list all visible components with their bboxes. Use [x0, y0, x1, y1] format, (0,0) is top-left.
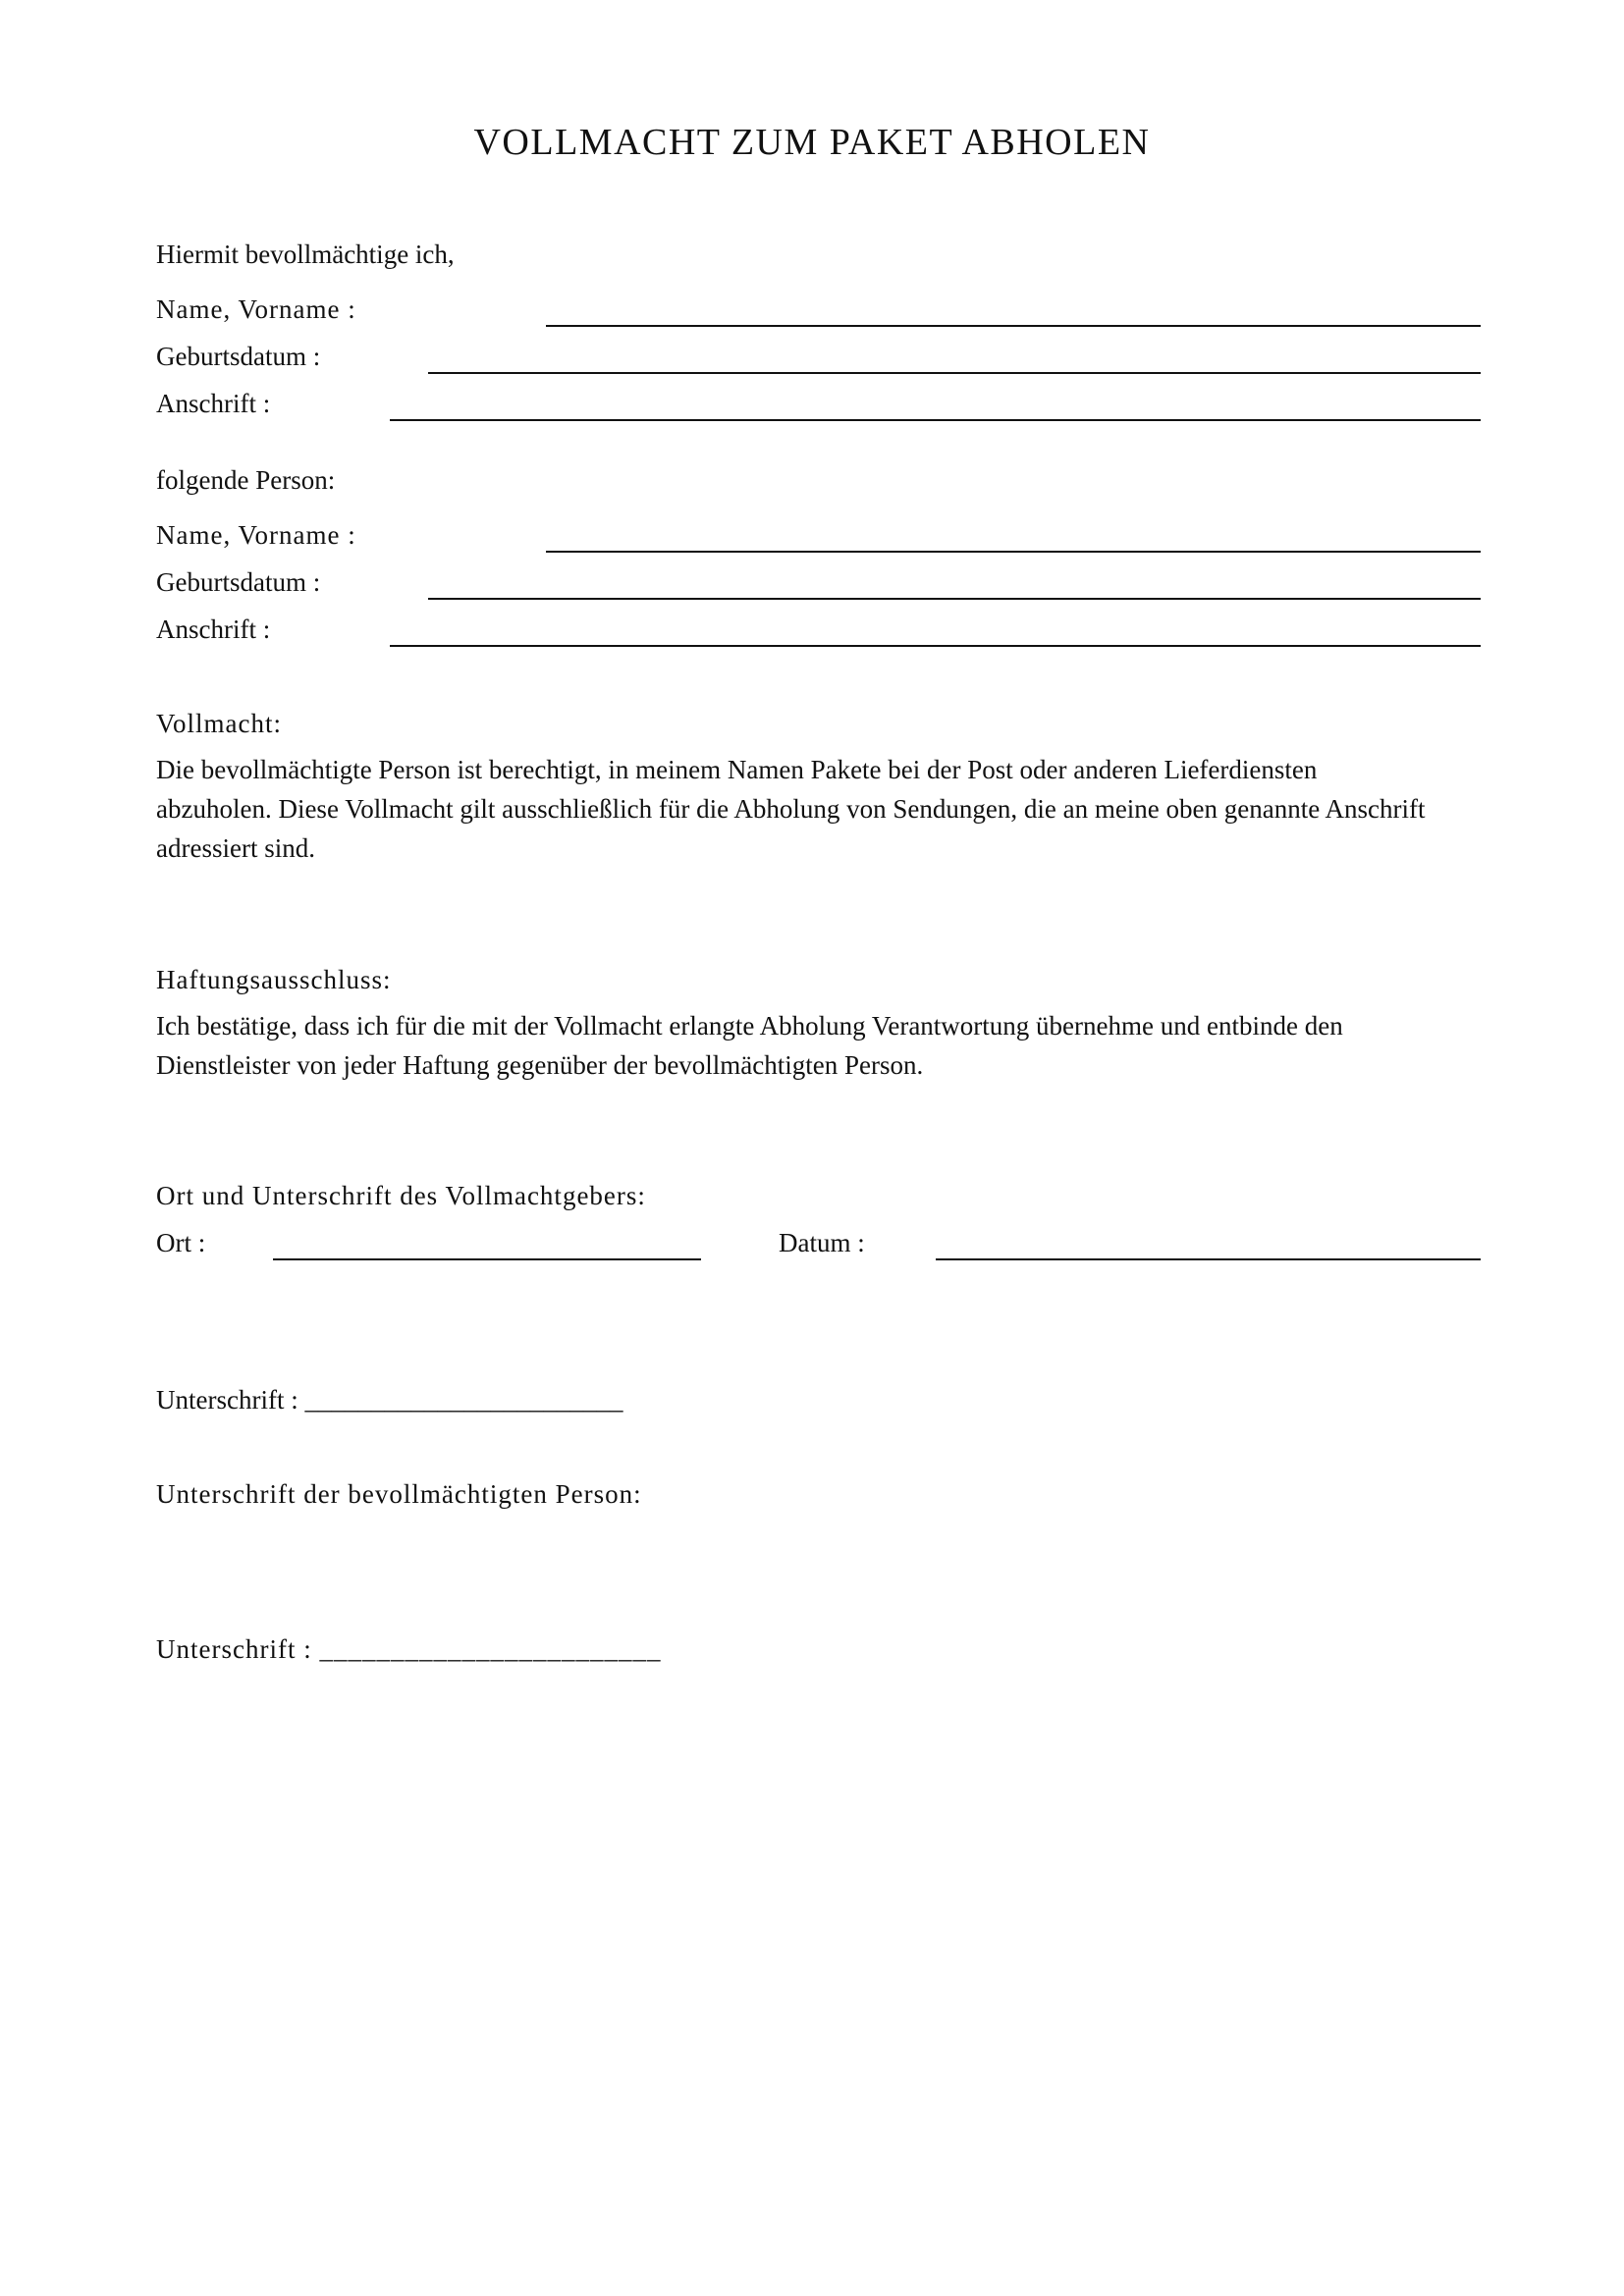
- giver-birthdate-field[interactable]: [428, 372, 1481, 374]
- giver-name-field[interactable]: [546, 325, 1481, 327]
- haftung-heading: Haftungsausschluss:: [156, 965, 392, 994]
- intro-text: Hiermit bevollmächtige ich,: [156, 240, 455, 269]
- agent-name-field[interactable]: [546, 551, 1481, 553]
- agent-intro-text: folgende Person:: [156, 465, 336, 495]
- vollmacht-line: Die bevollmächtigte Person ist berechtigt, in meinem Namen Pakete bei der Post oder anderen Lieferdiensten: [156, 755, 1318, 784]
- giver-name-label: Name, Vorname :: [156, 294, 356, 324]
- vollmacht-paragraph: [156, 750, 1482, 868]
- agent-name-label: Name, Vorname :: [156, 520, 356, 550]
- agent-birthdate-label: Geburtsdatum :: [156, 567, 321, 597]
- giver-address-label: Anschrift :: [156, 389, 271, 418]
- agent-address-field[interactable]: [390, 645, 1481, 647]
- giver-signature-field[interactable]: Unterschrift : ________________________: [156, 1385, 623, 1415]
- agent-signature-heading: Unterschrift der bevollmächtigten Person:: [156, 1479, 642, 1509]
- agent-birthdate-field[interactable]: [428, 598, 1481, 600]
- giver-address-field[interactable]: [390, 419, 1481, 421]
- date-field[interactable]: [936, 1258, 1481, 1260]
- place-field[interactable]: [273, 1258, 701, 1260]
- agent-signature-field[interactable]: Unterschrift : ________________________: [156, 1634, 662, 1664]
- agent-address-label: Anschrift :: [156, 614, 271, 644]
- place-label: Ort :: [156, 1228, 206, 1257]
- haftung-line: Ich bestätige, dass ich für die mit der Vollmacht erlangte Abholung Verantwortung übernehme und entbinde den: [156, 1011, 1343, 1041]
- document-title: VOLLMACHT ZUM PAKET ABHOLEN: [473, 122, 1151, 163]
- date-label: Datum :: [779, 1228, 865, 1257]
- vollmacht-line: abzuholen. Diese Vollmacht gilt ausschließlich für die Abholung von Sendungen, die an meine oben genannte Anschrift: [156, 794, 1426, 824]
- vollmacht-heading: Vollmacht:: [156, 709, 282, 738]
- vollmacht-line: adressiert sind.: [156, 833, 315, 863]
- giver-birthdate-label: Geburtsdatum :: [156, 342, 321, 371]
- giver-signature-heading: Ort und Unterschrift des Vollmachtgebers:: [156, 1181, 646, 1210]
- haftung-line: Dienstleister von jeder Haftung gegenüber der bevollmächtigten Person.: [156, 1050, 924, 1080]
- haftung-paragraph: [156, 1006, 1482, 1085]
